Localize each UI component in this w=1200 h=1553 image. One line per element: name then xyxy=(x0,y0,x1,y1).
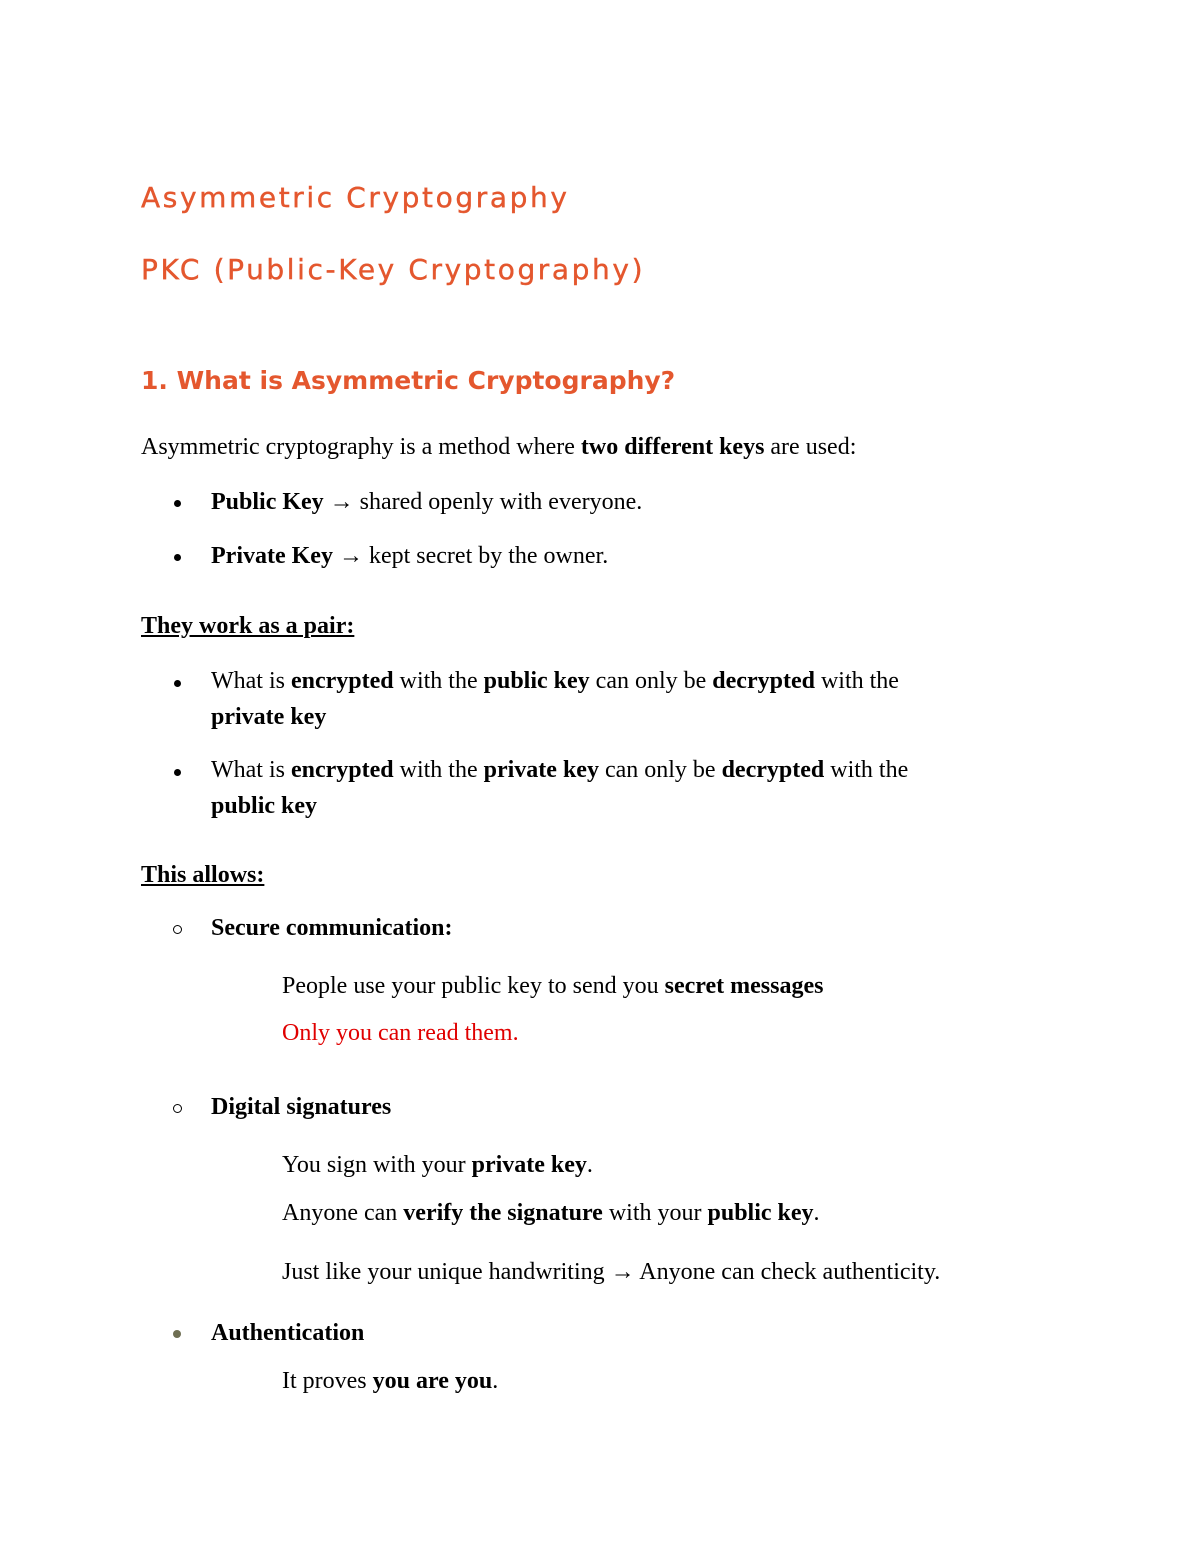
intro-paragraph xyxy=(141,433,856,462)
document-subtitle: PKC (Public-Key Cryptography) xyxy=(141,253,646,286)
allows-label: Digital signatures xyxy=(211,1094,392,1120)
auth-line-1 xyxy=(282,1363,1102,1399)
allows-text: . xyxy=(492,1368,499,1394)
intro-bold: two different keys xyxy=(580,434,765,460)
pair-text: can only be xyxy=(589,668,713,694)
allows-text: with your xyxy=(602,1200,708,1226)
list-item-private-key xyxy=(211,538,1031,574)
pair-text: can only be xyxy=(598,757,722,783)
allows-text: It proves xyxy=(282,1368,373,1394)
allows-text: Anyone can xyxy=(282,1200,404,1226)
list-item-public-key xyxy=(211,484,1031,520)
section-heading: 1. What is Asymmetric Cryptography? xyxy=(141,366,676,395)
allows-bold: public key xyxy=(707,1200,814,1226)
intro-text-end: are used: xyxy=(764,434,857,460)
allows-label: Authentication xyxy=(211,1320,365,1346)
pair-text: with the xyxy=(393,668,484,694)
pair-bold: decrypted xyxy=(721,757,825,783)
pair-bold: public key xyxy=(483,668,590,694)
secure-communication-label xyxy=(211,910,1031,946)
pair-text: with the xyxy=(824,757,909,783)
allows-bold: verify the signature xyxy=(403,1200,603,1226)
signatures-line-3: Just like your unique handwriting → Anyone can check authenticity. xyxy=(282,1259,941,1285)
key-label: Public Key xyxy=(211,489,324,515)
bullet-icon xyxy=(174,554,181,561)
allows-bold: you are you xyxy=(372,1368,493,1394)
pair-text: with the xyxy=(814,668,899,694)
allows-text: People use your public key to send you xyxy=(282,973,665,999)
bullet-icon xyxy=(173,1104,182,1113)
list-item-pair-1 xyxy=(211,663,1031,735)
bullet-icon xyxy=(173,1330,181,1338)
allows-bold: private key xyxy=(471,1152,587,1178)
allows-bold: secret messages xyxy=(664,973,824,999)
bullet-icon xyxy=(173,925,182,934)
pair-bold: private key xyxy=(211,704,327,730)
pair-text: What is xyxy=(211,757,291,783)
pair-bold: encrypted xyxy=(290,668,394,694)
allows-label: Secure communication: xyxy=(211,915,453,941)
secure-line-1 xyxy=(282,968,1102,1004)
list-item-pair-2 xyxy=(211,752,1031,824)
digital-signatures-label xyxy=(211,1089,1031,1125)
pair-bold: decrypted xyxy=(712,668,815,694)
pair-text: What is xyxy=(211,668,291,694)
bullet-icon xyxy=(174,500,181,507)
allows-text: . xyxy=(813,1200,820,1226)
allows-heading: This allows: xyxy=(141,862,265,888)
pair-bold: encrypted xyxy=(290,757,394,783)
key-description: → kept secret by the owner. xyxy=(332,543,609,569)
pair-heading: They work as a pair: xyxy=(141,613,355,639)
pair-bold: public key xyxy=(211,793,318,819)
intro-text: Asymmetric cryptography is a method where xyxy=(141,434,581,460)
signatures-line-1 xyxy=(282,1147,1102,1183)
pair-text: with the xyxy=(393,757,484,783)
signatures-line-2 xyxy=(282,1195,1102,1231)
secure-line-2-highlight: Only you can read them. xyxy=(282,1020,519,1046)
allows-text: . xyxy=(586,1152,593,1178)
pair-bold: private key xyxy=(483,757,599,783)
authentication-label xyxy=(211,1315,1031,1351)
key-label: Private Key xyxy=(211,543,333,569)
key-description: → shared openly with everyone. xyxy=(323,489,643,515)
bullet-icon xyxy=(174,769,181,776)
bullet-icon xyxy=(174,680,181,687)
allows-text: You sign with your xyxy=(282,1152,472,1178)
document-title: Asymmetric Cryptography xyxy=(141,181,570,214)
